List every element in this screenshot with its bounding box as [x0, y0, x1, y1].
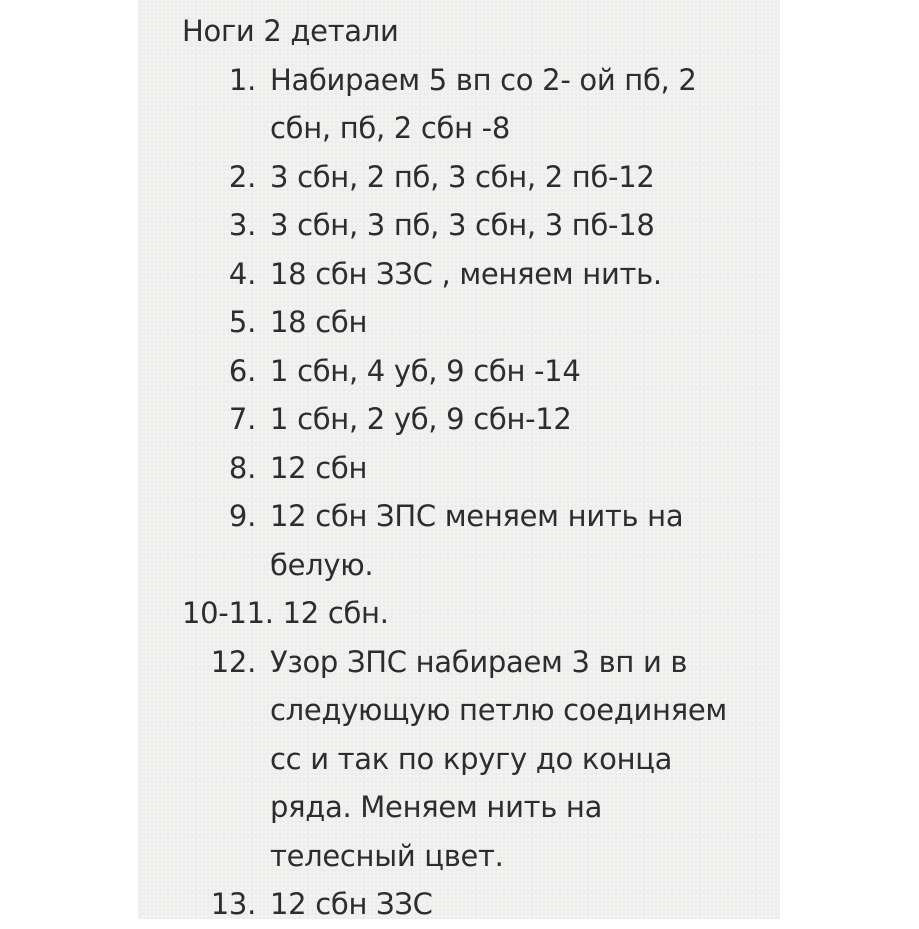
pattern-title: Ноги 2 детали: [182, 14, 399, 48]
list-item: [182, 298, 762, 347]
list-item-number: 1.: [228, 62, 256, 97]
list-item-number: 13.: [210, 887, 256, 921]
list-item-text: 18 сбн ЗЗС , меняем нить.: [270, 256, 662, 291]
list-item-text: 1 сбн, 2 уб, 9 сбн-12: [270, 402, 572, 436]
list-item: [182, 347, 762, 396]
list-item-text: 12 сбн ЗЗС: [270, 887, 433, 921]
list-item-number: 12.: [210, 644, 256, 679]
list-item-number: 8.: [228, 450, 256, 485]
list-item-text: Набираем 5 вп со 2- ой пб, 2 сбн, пб, 2 сбн -8: [270, 62, 697, 145]
list-item-number: 2.: [228, 159, 256, 194]
list-item-number: 7.: [228, 402, 256, 436]
list-item-number: 5.: [228, 305, 256, 339]
list-item-text: 12 сбн ЗПС меняем нить на белую.: [270, 499, 684, 582]
list-item-number: 9.: [228, 499, 256, 533]
list-item: [182, 638, 762, 881]
list-item-text: 18 сбн: [270, 305, 368, 339]
list-item: [182, 880, 762, 929]
list-item: [182, 201, 762, 250]
list-item-plain: 10-11. 12 сбн.: [182, 596, 389, 630]
list-item-text: 3 сбн, 2 пб, 3 сбн, 2 пб-12: [270, 159, 655, 194]
list-item: [182, 56, 762, 153]
list-item: [182, 395, 762, 444]
list-item-text: 12 сбн: [270, 450, 368, 485]
list-item: [182, 250, 762, 299]
list-item-number: 4.: [228, 256, 256, 291]
list-item-text: Узор ЗПС набираем 3 вп и в следующую петлю соединяем сс и так по кругу до конца ряда. Меняем нить на телесный цвет.: [270, 644, 727, 873]
pattern-text: [182, 7, 762, 929]
list-item-number: 6.: [228, 353, 256, 388]
list-item: [182, 153, 762, 202]
list-item-text: 1 сбн, 4 уб, 9 сбн -14: [270, 353, 581, 388]
list-item: [182, 492, 762, 589]
list-item-number: 3.: [228, 208, 256, 242]
list-item: [182, 444, 762, 493]
list-item-text: 3 сбн, 3 пб, 3 сбн, 3 пб-18: [270, 208, 655, 242]
